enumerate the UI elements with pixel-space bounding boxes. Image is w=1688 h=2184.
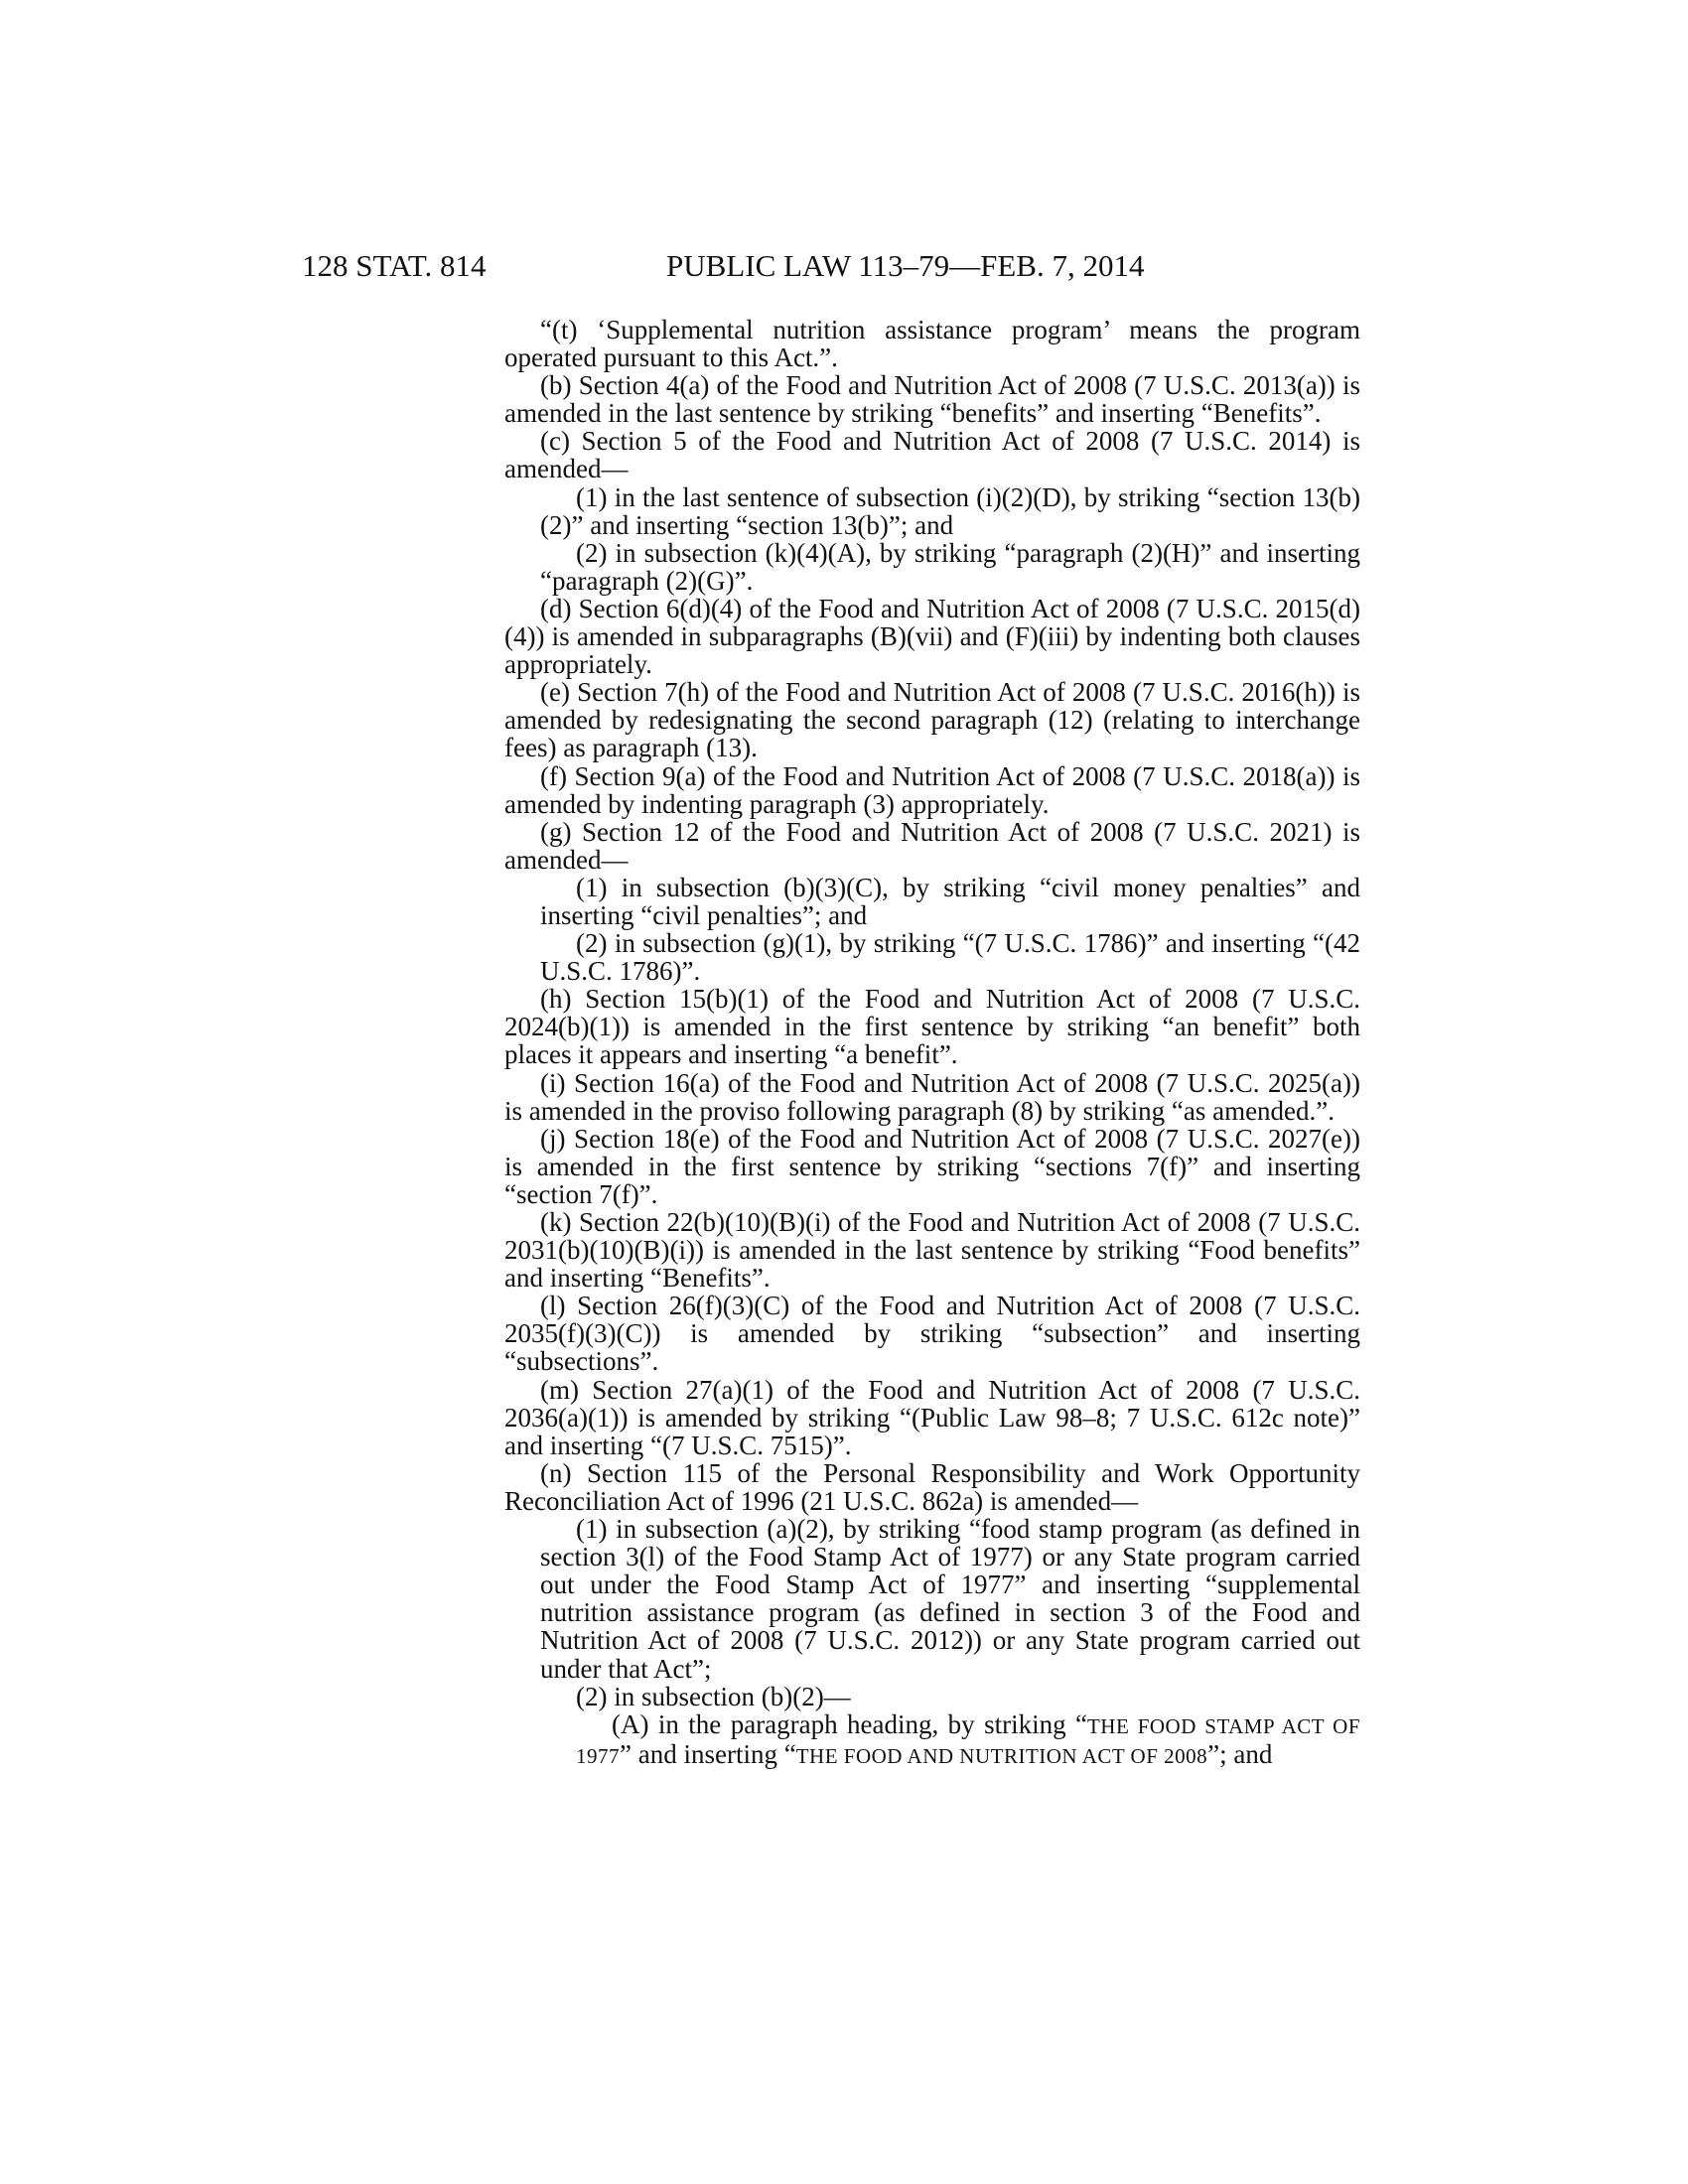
amendment-n-1: (1) in subsection (a)(2), by striking “food stamp program (as defined in section 3(l) of the Food Stamp Act of 1977) or any State program carried out under the Food Stamp Act of 1977” and inserting “supplemental nutrition assistance program (as defined in section 3 of the Food and Nutrition Act of 2008 (7 U.S.C. 2012)) or any State program carried out under that Act”; xyxy=(540,1514,1360,1684)
amendment-n-2-a-mid: ” and inserting “ xyxy=(620,1738,796,1769)
amendment-j: (j) Section 18(e) of the Food and Nutrition Act of 2008 (7 U.S.C. 2027(e)) is amended in the first sentence by striking “sections 7(f)” and inserting “section 7(f)”. xyxy=(504,1123,1360,1209)
public-law-title: PUBLIC LAW 113–79—FEB. 7, 2014 xyxy=(666,248,1145,283)
amendment-c: (c) Section 5 of the Food and Nutrition Act of 2008 (7 U.S.C. 2014) is amended— xyxy=(504,426,1360,484)
amendment-d: (d) Section 6(d)(4) of the Food and Nutrition Act of 2008 (7 U.S.C. 2015(d)(4)) is amended in subparagraphs (B)(vii) and (F)(iii) by indenting both clauses appropriately. xyxy=(504,593,1360,680)
amendment-c-2: (2) in subsection (k)(4)(A), by striking “paragraph (2)(H)” and inserting “paragraph (2)(G)”. xyxy=(540,537,1360,596)
amendment-n-2-a xyxy=(576,1710,1360,1770)
statute-page-reference: 128 STAT. 814 xyxy=(302,248,487,283)
amendment-g-1: (1) in subsection (b)(3)(C), by striking “civil money penalties” and inserting “civil penalties”; and xyxy=(540,872,1360,930)
amendment-n-2-a-lead: (A) in the paragraph heading, by striking “ xyxy=(612,1708,1087,1739)
amendment-c-1: (1) in the last sentence of subsection (i)(2)(D), by striking “section 13(b)(2)” and inserting “section 13(b)”; and xyxy=(540,481,1360,540)
amendment-n: (n) Section 115 of the Personal Responsibility and Work Opportunity Reconciliation Act of 1996 (21 U.S.C. 862a) is amended— xyxy=(504,1457,1360,1516)
amendment-b: (b) Section 4(a) of the Food and Nutrition Act of 2008 (7 U.S.C. 2013(a)) is amended in the last sentence by striking “benefits” and inserting “Benefits”. xyxy=(504,370,1360,429)
page-header xyxy=(0,246,1688,286)
small-caps-new-act-title: THE FOOD AND NUTRITION ACT OF 2008 xyxy=(795,1743,1208,1768)
amendment-h: (h) Section 15(b)(1) of the Food and Nutrition Act of 2008 (7 U.S.C. 2024(b)(1)) is amended in the first sentence by striking “an benefit” both places it appears and inserting “a benefit”. xyxy=(504,984,1360,1070)
amendment-g-2: (2) in subsection (g)(1), by striking “(7 U.S.C. 1786)” and inserting “(42 U.S.C. 1786)”. xyxy=(540,928,1360,987)
amendment-n-2: (2) in subsection (b)(2)— xyxy=(576,1681,851,1711)
definition-t-closing: “(t) ‘Supplemental nutrition assistance program’ means the program operated pursuant to this Act.”. xyxy=(504,315,1360,373)
small-caps-old-act-title: THE FOOD STAMP ACT OF 1977 xyxy=(576,1713,1360,1768)
amendment-l: (l) Section 26(f)(3)(C) of the Food and Nutrition Act of 2008 (7 U.S.C. 2035(f)(3)(C)) is amended by striking “subsection” and inserting “subsections”. xyxy=(504,1291,1360,1377)
amendment-e: (e) Section 7(h) of the Food and Nutrition Act of 2008 (7 U.S.C. 2016(h)) is amended by redesignating the second paragraph (12) (relating to interchange fees) as paragraph (13). xyxy=(504,677,1360,763)
amendment-n-2-a-tail: ”; and xyxy=(1207,1738,1273,1769)
amendment-f: (f) Section 9(a) of the Food and Nutrition Act of 2008 (7 U.S.C. 2018(a)) is amended by indenting paragraph (3) appropriately. xyxy=(504,760,1360,819)
amendment-k: (k) Section 22(b)(10)(B)(i) of the Food and Nutrition Act of 2008 (7 U.S.C. 2031(b)(10)(B)(i)) is amended in the last sentence by striking “Food benefits” and inserting “Benefits”. xyxy=(504,1207,1360,1294)
amendment-g: (g) Section 12 of the Food and Nutrition Act of 2008 (7 U.S.C. 2021) is amended— xyxy=(504,816,1360,875)
statute-body xyxy=(504,316,1360,1770)
amendment-m: (m) Section 27(a)(1) of the Food and Nutrition Act of 2008 (7 U.S.C. 2036(a)(1)) is amended by striking “(Public Law 98–8; 7 U.S.C. 612c note)” and inserting “(7 U.S.C. 7515)”. xyxy=(504,1374,1360,1460)
amendment-i: (i) Section 16(a) of the Food and Nutrition Act of 2008 (7 U.S.C. 2025(a)) is amended in the proviso following paragraph (8) by striking “as amended.”. xyxy=(504,1067,1360,1126)
